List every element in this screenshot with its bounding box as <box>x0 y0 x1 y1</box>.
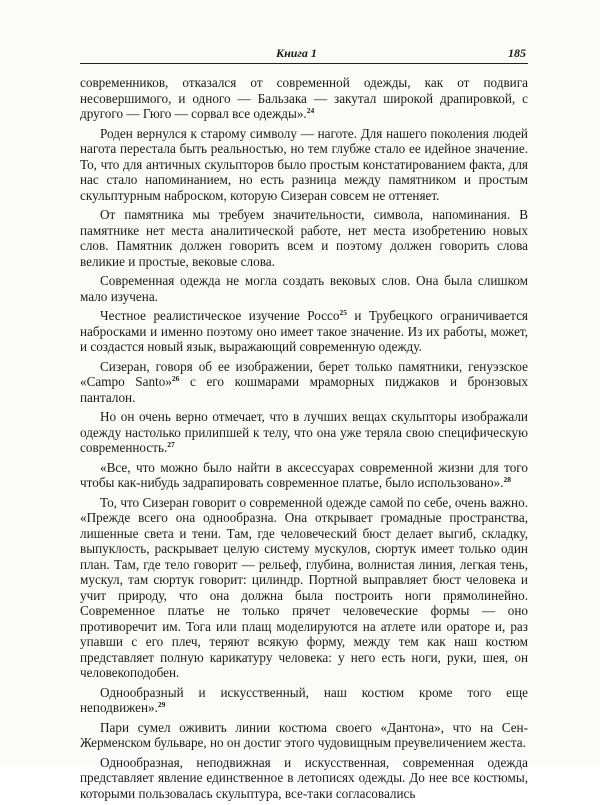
paragraph-7: Но он очень верно отмечает, что в лучших вещах скульпторы изображали одежду настолько прилипшей к телу, что она уже теряла свою специфическую современность.$^{27}$ <box>80 409 528 455</box>
paragraph-5: Честное реалистическое изучение Россо$^{25}$ и Трубецкого ограничивается набросками и именно поэтому оно имеет такое значение. Из их работы, может, и создастся новый язык, выражающий современную одежду. <box>80 308 528 354</box>
running-title: Книга 1 <box>276 46 317 60</box>
running-header <box>80 44 528 62</box>
footnote-ref: 25 <box>339 308 347 317</box>
header-rule <box>80 63 528 64</box>
paragraph-3: От памятника мы требуем значительности, символа, напоминания. В памятнике нет места аналитической работе, нет места изобретению новых слов. Памятник должен говорить всем и поэтому должен говорить слова великие и простые, вековые слова. <box>80 207 528 269</box>
paragraph-2: Роден вернулся к старому символу — наготе. Для нашего поколения людей нагота перестала быть реальностью, но тем глубже стало ее идейное значение. То, что для античных скульпторов было простым констатированием факта, для нас стало напоминанием, но есть разница между памятником и простым скульптурным наброском, которую Сизеран совсем не оттеняет. <box>80 125 528 203</box>
paragraph-12: Однообразная, неподвижная и искусственная, современная одежда представляет явление единственное в летописях одежды. До нее все костюмы, которыми пользовалась скульптура, все-таки согласовались <box>80 754 528 801</box>
footnote-ref: 26 <box>171 374 180 383</box>
footnote-ref: 24 <box>306 106 315 115</box>
paragraph-6: Сизеран, говоря об ее изображении, берет только памятники, генуэзское «Campo Santo»$^{26}$ с его кошмарами мраморных пиджаков и бронзовых панталон. <box>80 358 528 405</box>
paragraph-11: Пари сумел оживить линии костюма своего «Дантона», что на Сен-Жерменском бульваре, но он достиг этого чудовищным преувеличением жеста. <box>80 719 528 750</box>
footnote-ref: 29 <box>157 700 166 709</box>
footnote-ref: 27 <box>167 440 175 449</box>
paragraph-8: «Все, что можно было найти в аксессуарах современной жизни для того чтобы как-нибудь задрапировать современное платье, было использовано».$^{28}$ <box>80 459 528 490</box>
page-number: 185 <box>508 46 526 60</box>
footnote-ref: 28 <box>503 475 512 484</box>
paragraph-4: Современная одежда не могла создать вековых слов. Она была слишком мало изучена. <box>80 273 528 304</box>
paragraph-10: Однообразный и искусственный, наш костюм кроме того еще неподвижен».$^{29}$ <box>80 684 528 715</box>
paragraph-1: современников, отказался от современной одежды, как от подвига несовершимого, и одного — Бальзака — закутал широкой драпировкой, с другого — Гюго — сорвал все одежды».$^{24}$ <box>80 75 528 121</box>
paragraph-9: То, что Сизеран говорит о современной одежде самой по себе, очень важно. «Прежде всего она однообразна. Она открывает громадные пространства, лишенные света и тени. Там, где человеческий бюст делает выгиб, складку, выпуклость, раскрывает целую систему мускулов, сюртук имеет только один план. Там, где тело говорит — рельеф, глубина, волнистая линия, легкая тень, мускул, там сюртук говорит: цилиндр. Портной выправляет бюст человека и учит природу, что она должна была построить ноги прямолинейно. Современное платье не только прячет человеческие формы — оно противоречит им. Тога или плащ моделируются на атлете или ораторе и, раз упавши с его плеч, теряют всякую форму, между тем как наш костюм представляет полную карикатуру человека: у него есть ноги, руки, шея, он человекоподобен. <box>80 494 528 680</box>
body-text <box>80 75 528 805</box>
